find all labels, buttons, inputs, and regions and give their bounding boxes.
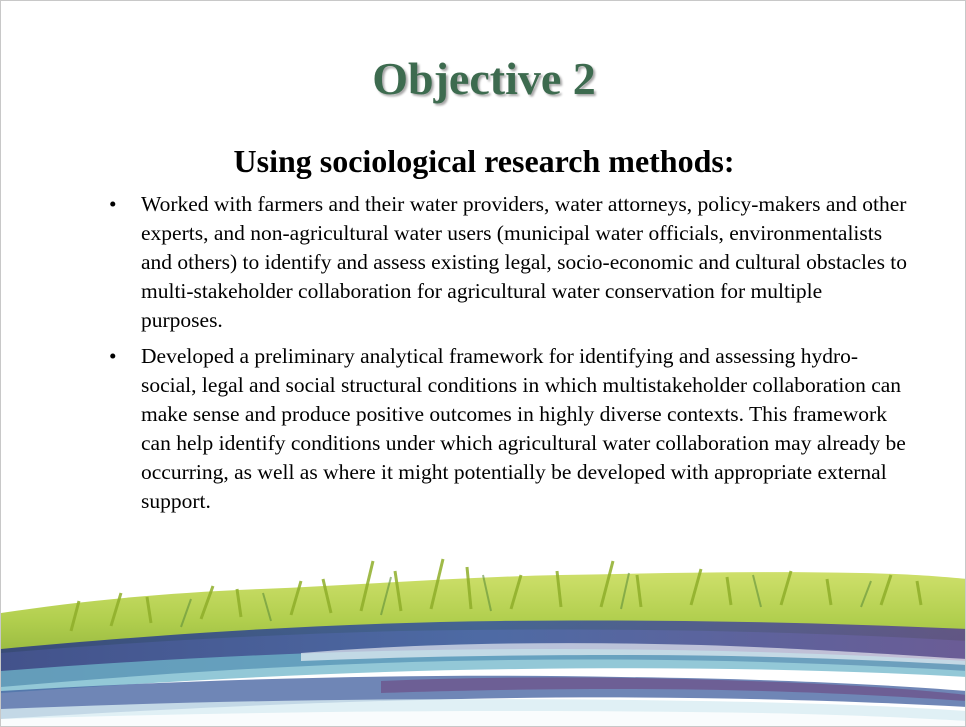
- bullet-item-1: [109, 190, 909, 335]
- slide-subtitle-text: Using sociological research methods:: [233, 143, 735, 179]
- bullet-text: Worked with farmers and their water providers, water attorneys, policy-makers and other experts, and non-agricultural water users (municipal water officials, environmentalists and others) to identify and assess existing legal, socio-economic and cultural obstacles to multi-stakeholder collaboration for agricultural water conservation for multiple purposes.: [141, 192, 908, 332]
- slide-title: Objective 2: [372, 53, 596, 104]
- bullet-marker: •: [109, 192, 117, 216]
- bullet-item-2: [109, 342, 909, 516]
- slide-subtitle: [1, 141, 966, 181]
- bullet-marker: •: [109, 344, 117, 368]
- bullet-list: [109, 190, 909, 523]
- bullet-text: Developed a preliminary analytical framework for identifying and assessing hydro-social, legal and social structural conditions in which multistakeholder collaboration can make sense and produce positive outcomes in highly diverse contexts. This framework can help identify conditions under which agricultural water collaboration may already be occurring, as well as where it might potentially be developed with appropriate external support.: [141, 344, 906, 513]
- landscape-watercolor-image: [1, 531, 966, 727]
